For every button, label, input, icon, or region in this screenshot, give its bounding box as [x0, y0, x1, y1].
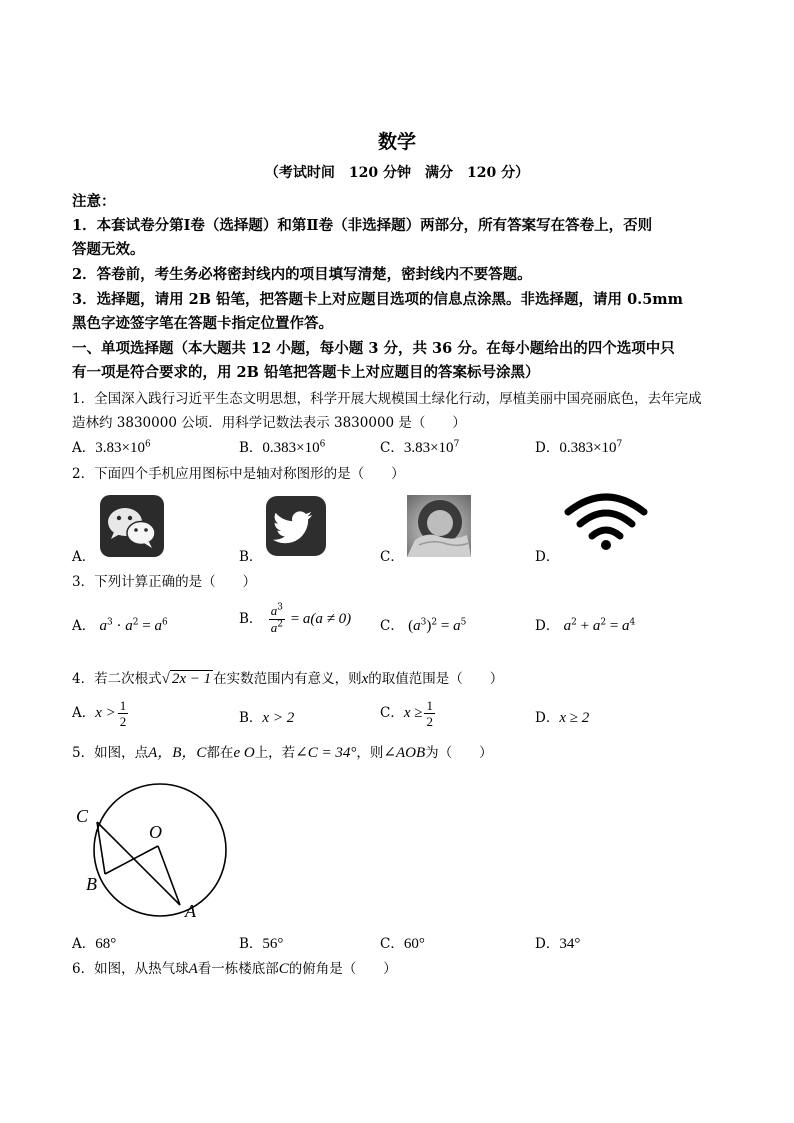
q1-option-c[interactable]: C．$3.83\times 10^7$ — [380, 439, 460, 456]
wechat-icon — [100, 495, 164, 557]
label-a: A — [185, 901, 196, 920]
note-2: 2．答卷前，考生务必将密封线内的项目填写清楚，密封线内不要答题。 — [72, 266, 532, 283]
question-2-stem: 2．下面四个手机应用图标中是轴对称图形的是（ ） — [72, 466, 405, 482]
q5-option-c[interactable]: C．60° — [380, 936, 425, 952]
notes-heading: 注意： — [72, 193, 116, 210]
q3-option-b[interactable]: B． $\frac{a^3}{a^2}$ = a(a ≠ 0) — [239, 602, 352, 635]
segment-bo — [105, 846, 158, 874]
q4-option-c[interactable]: C．x ≥ $\frac{1}{2}$ — [380, 698, 433, 729]
q5-option-d[interactable]: D．34° — [535, 936, 581, 952]
label-c: C — [76, 806, 89, 826]
q1-option-d[interactable]: D．$0.383\times 10^7$ — [535, 439, 623, 456]
question-1-stem-cont: 造林约 3830000 公顷．用科学记数法表示 3830000 是（ ） — [72, 415, 466, 431]
exam-info: （考试时间 120 分钟 满分 120 分） — [264, 165, 530, 181]
label-b: B — [86, 874, 97, 894]
twitter-icon — [266, 496, 326, 556]
question-6-stem: 6．如图，从热气球A看一栋楼底部C的俯角是（ ） — [72, 961, 397, 977]
segment-oa — [158, 846, 180, 905]
q1-option-b[interactable]: B．$0.383\times 10^6$ — [239, 439, 326, 456]
q2-option-c-label[interactable]: C． — [380, 549, 404, 565]
circle-figure — [72, 780, 232, 920]
q1-option-a[interactable]: A．$3.83\times 10^6$ — [72, 439, 151, 456]
section-heading-cont: 有一项是符合要求的，用 2B 铅笔把答题卡上对应题目的答案标号涂黑） — [72, 364, 540, 381]
question-4-stem: 4．若二次根式√ 2x − 1 在实数范围内有意义，则x的取值范围是（ ） — [72, 671, 504, 687]
note-3-cont: 黑色字迹签字笔在答题卡指定位置作答。 — [72, 315, 333, 332]
label-o: O — [149, 822, 162, 842]
q3-option-d[interactable]: D． $a^2 + a^2 = a^4$ — [535, 617, 636, 634]
note-1: 1．本套试卷分第Ⅰ卷（选择题）和第Ⅱ卷（非选择题）两部分，所有答案写在答卷上，否则 — [72, 217, 653, 234]
q2-option-b-label[interactable]: B． — [239, 549, 263, 565]
q2-option-d-label[interactable]: D． — [535, 549, 560, 565]
chrome-icon — [407, 495, 471, 557]
q2-option-a-label[interactable]: A． — [72, 549, 96, 565]
page-title: 数学 — [377, 131, 416, 153]
q4-option-b[interactable]: B．x > 2 — [239, 710, 295, 726]
note-3: 3．选择题，请用 2B 铅笔，把答题卡上对应题目选项的信息点涂黑。非选择题，请用 0.5mm — [72, 291, 683, 308]
q5-option-b[interactable]: B．56° — [239, 936, 284, 952]
q4-option-d[interactable]: D．x ≥ 2 — [535, 710, 590, 726]
note-1-cont: 答题无效。 — [72, 241, 145, 258]
q4-option-a[interactable]: A．x > $\frac{1}{2}$ — [72, 698, 127, 729]
question-5-stem: 5．如图，点A，B，C都在e O上，若∠C = 34°，则∠AOB为（ ） — [72, 745, 493, 761]
q3-option-c[interactable]: C． $(a^3)^2 = a^5$ — [380, 617, 467, 634]
section-heading: 一、单项选择题（本大题共 12 小题，每小题 3 分，共 36 分。在每小题给出的四个选项中只 — [72, 340, 675, 357]
q3-option-a[interactable]: A． $a^3 \cdot a^2 = a^6$ — [72, 617, 168, 634]
question-1-stem: 1．全国深入践行习近平生态文明思想，科学开展大规模国土绿化行动，厚植美丽中国亮丽底色，去年完成 — [72, 391, 702, 407]
q5-option-a[interactable]: A．68° — [72, 936, 117, 952]
wifi-icon — [563, 490, 649, 552]
question-3-stem: 3．下列计算正确的是（ ） — [72, 574, 257, 590]
